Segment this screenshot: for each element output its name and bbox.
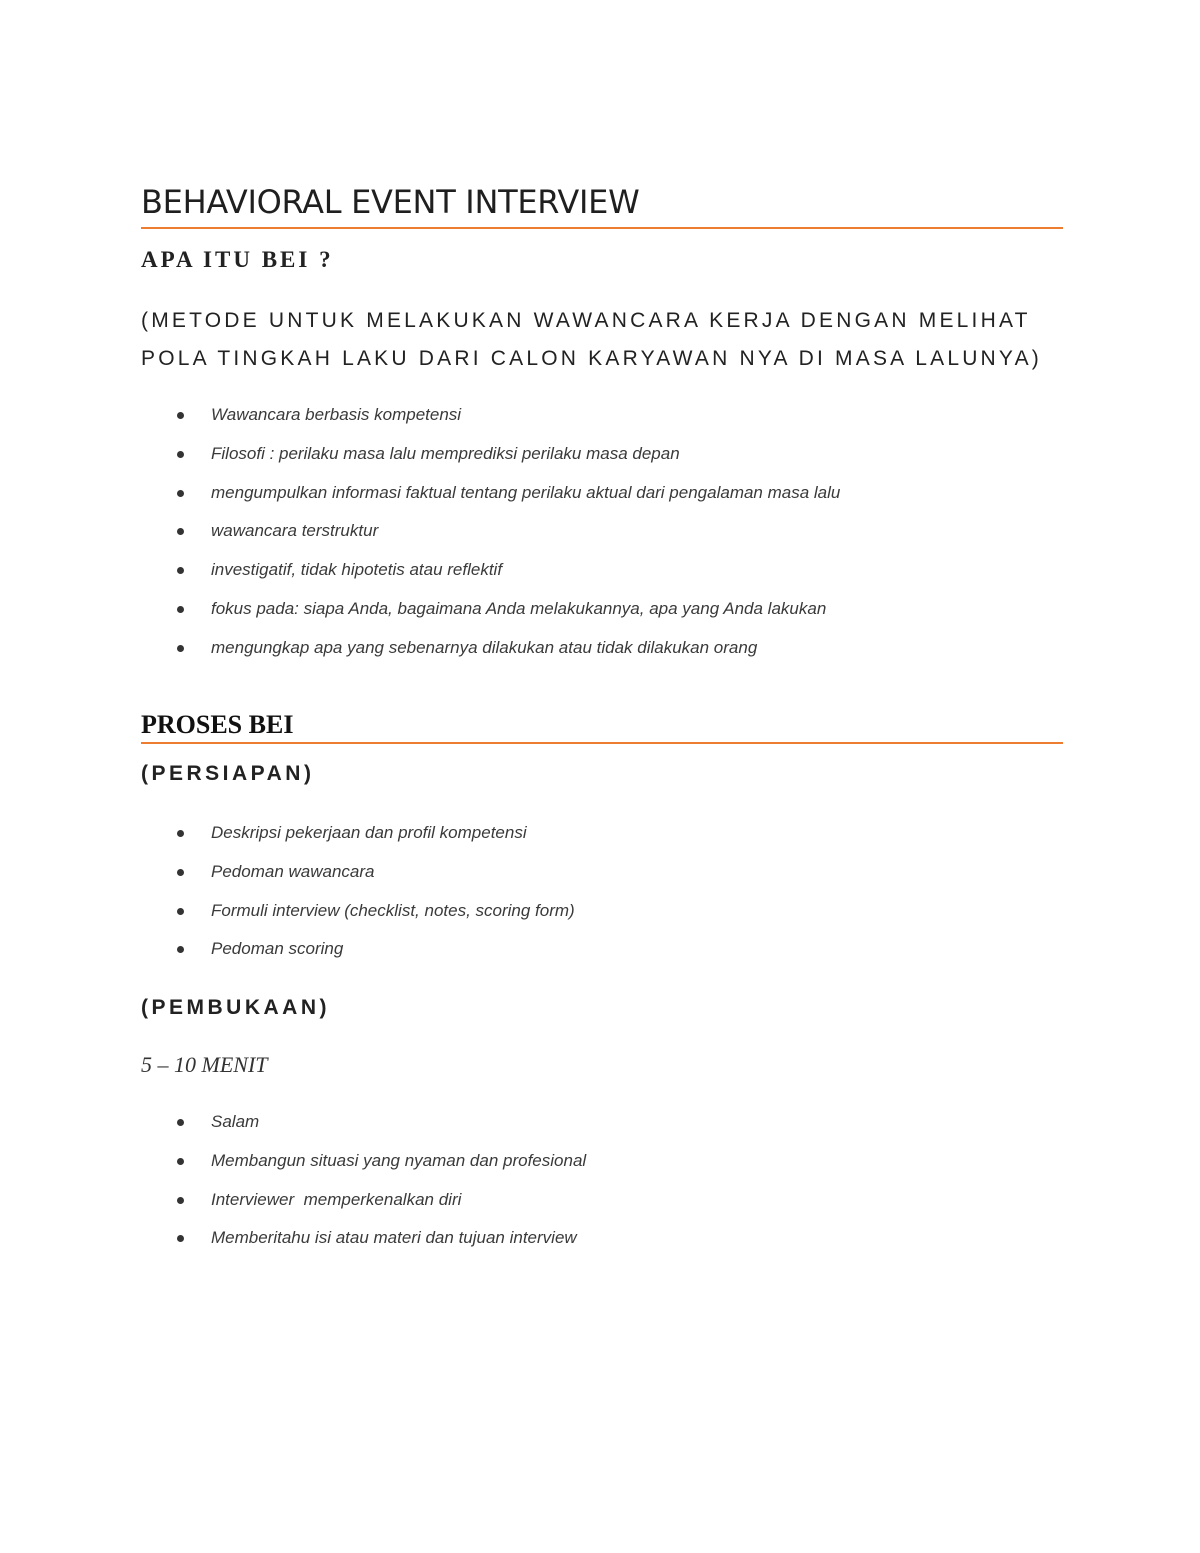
bullet-icon <box>177 1197 184 1204</box>
list-item-text: Formuli interview (checklist, notes, scoring form) <box>211 900 575 920</box>
bullet-icon <box>177 490 184 497</box>
bullet-icon <box>177 645 184 652</box>
bullet-icon <box>177 412 184 419</box>
bei-characteristics-list <box>141 396 1063 668</box>
pembukaan-duration: 5 – 10 MENIT <box>141 1052 268 1077</box>
bullet-icon <box>177 1119 184 1126</box>
list-item-text: Memberitahu isi atau materi dan tujuan interview <box>211 1228 577 1248</box>
subsection-pembukaan: (PEMBUKAAN) <box>141 996 330 1019</box>
bullet-icon <box>177 1235 184 1242</box>
section-subtitle-apa-itu-bei: APA ITU BEI ? <box>141 247 334 272</box>
list-item-text: Pedoman wawancara <box>211 861 375 881</box>
list-item <box>141 474 1063 513</box>
list-item <box>141 1142 1063 1181</box>
document-title: BEHAVIORAL EVENT INTERVIEW <box>141 183 640 221</box>
list-item <box>141 1103 1063 1142</box>
bei-definition: (METODE UNTUK MELAKUKAN WAWANCARA KERJA DENGAN MELIHAT POLA TINGKAH LAKU DARI CALON KARYAWAN NYA DI MASA LALUNYA) <box>141 309 1042 370</box>
list-item <box>141 512 1063 551</box>
list-item-text: fokus pada: siapa Anda, bagaimana Anda melakukannya, apa yang Anda lakukan <box>211 598 827 618</box>
list-item <box>141 551 1063 590</box>
bullet-icon <box>177 908 184 915</box>
list-item-text: Deskripsi pekerjaan dan profil kompetensi <box>211 823 527 842</box>
bullet-icon <box>177 606 184 613</box>
list-item <box>141 1219 1063 1258</box>
list-item <box>141 396 1063 435</box>
subsection-persiapan: (PERSIAPAN) <box>141 762 315 785</box>
list-item-text: Filosofi : perilaku masa lalu memprediksi perilaku masa depan <box>211 443 680 463</box>
title-underline <box>141 227 1063 229</box>
section-heading-proses-bei: PROSES BEI <box>141 710 294 739</box>
list-item <box>141 814 1063 853</box>
list-item-text: wawancara terstruktur <box>211 521 379 541</box>
list-item-text: Salam <box>211 1112 260 1131</box>
list-item-text: Pedoman scoring <box>211 939 344 959</box>
bullet-icon <box>177 946 184 953</box>
list-item-text: investigatif, tidak hipotetis atau reflektif <box>211 560 503 580</box>
list-item-text: Membangun situasi yang nyaman dan profesional <box>211 1150 587 1170</box>
list-item <box>141 892 1063 931</box>
bullet-icon <box>177 528 184 535</box>
list-item-text: Interviewer memperkenalkan diri <box>211 1189 462 1209</box>
section-underline <box>141 742 1063 744</box>
list-item <box>141 1181 1063 1220</box>
bullet-icon <box>177 451 184 458</box>
list-item <box>141 629 1063 668</box>
list-item-text: Wawancara berbasis kompetensi <box>211 405 462 424</box>
pembukaan-list <box>141 1103 1063 1258</box>
bullet-icon <box>177 830 184 837</box>
list-item <box>141 590 1063 629</box>
list-item-text: mengungkap apa yang sebenarnya dilakukan atau tidak dilakukan orang <box>211 637 758 657</box>
list-item-text: mengumpulkan informasi faktual tentang perilaku aktual dari pengalaman masa lalu <box>211 482 841 502</box>
list-item <box>141 435 1063 474</box>
list-item <box>141 853 1063 892</box>
bullet-icon <box>177 869 184 876</box>
bullet-icon <box>177 1158 184 1165</box>
persiapan-list <box>141 814 1063 969</box>
list-item <box>141 930 1063 969</box>
bullet-icon <box>177 567 184 574</box>
